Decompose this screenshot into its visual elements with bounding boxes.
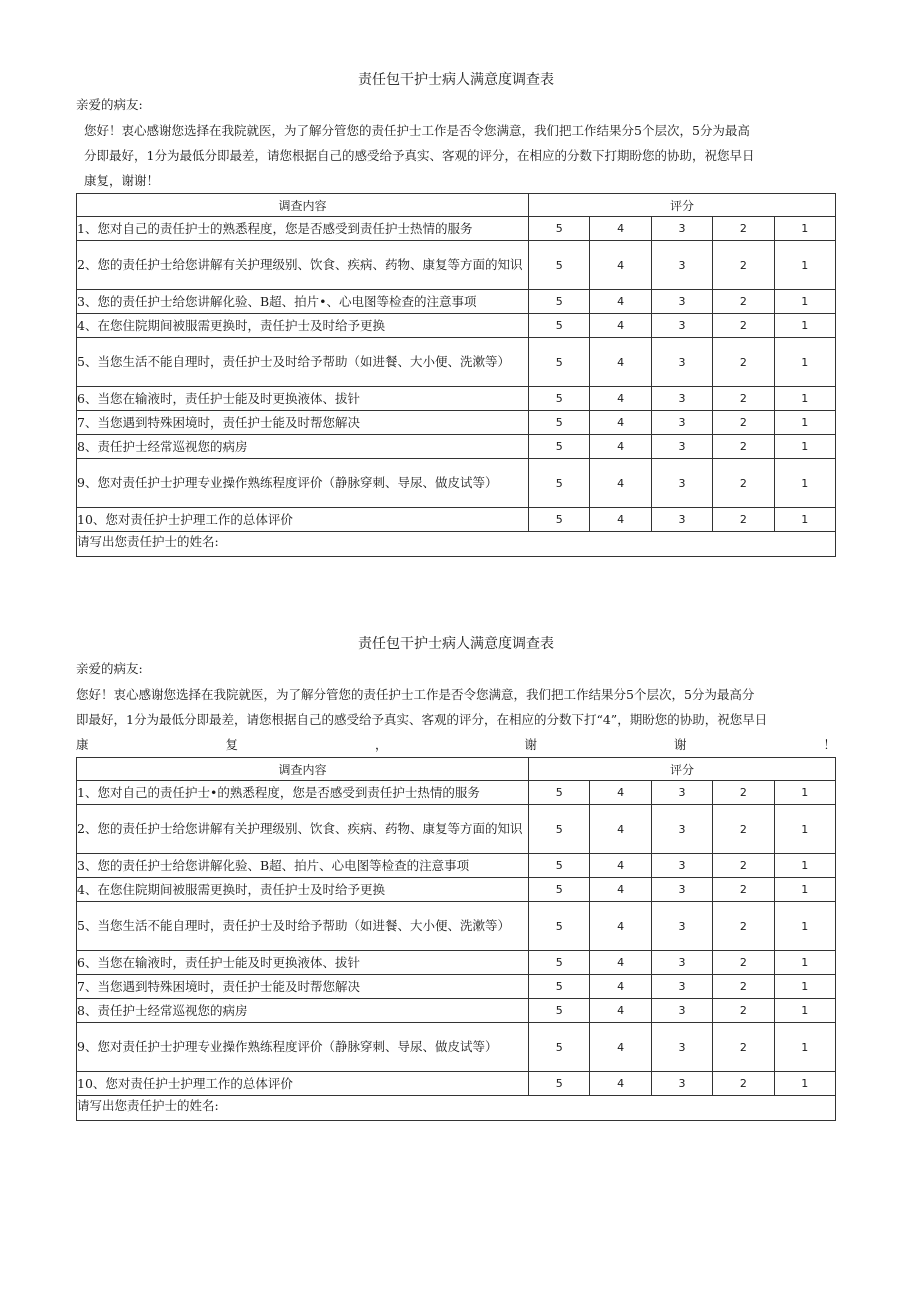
score-option-1[interactable]: 1 bbox=[774, 508, 835, 532]
score-option-3[interactable]: 3 bbox=[651, 290, 712, 314]
score-option-5[interactable]: 5 bbox=[529, 290, 590, 314]
question-row bbox=[77, 411, 836, 435]
score-option-5[interactable]: 5 bbox=[529, 805, 590, 854]
score-option-2[interactable]: 2 bbox=[713, 878, 774, 902]
intro-char: 康 bbox=[76, 737, 89, 752]
question-row bbox=[77, 951, 836, 975]
score-option-4[interactable]: 4 bbox=[590, 338, 651, 387]
question-text: 6、当您在输液时，责任护士能及时更换液体、拔针 bbox=[77, 951, 529, 975]
score-option-4[interactable]: 4 bbox=[590, 387, 651, 411]
score-option-1[interactable]: 1 bbox=[774, 999, 835, 1023]
score-option-1[interactable]: 1 bbox=[774, 314, 835, 338]
score-option-5[interactable]: 5 bbox=[529, 241, 590, 290]
question-row bbox=[77, 854, 836, 878]
score-option-5[interactable]: 5 bbox=[529, 999, 590, 1023]
score-option-3[interactable]: 3 bbox=[651, 1023, 712, 1072]
score-option-1[interactable]: 1 bbox=[774, 902, 835, 951]
rating-table bbox=[76, 193, 836, 557]
score-option-1[interactable]: 1 bbox=[774, 951, 835, 975]
score-option-4[interactable]: 4 bbox=[590, 1072, 651, 1096]
score-option-3[interactable]: 3 bbox=[651, 241, 712, 290]
question-text: 7、当您遇到特殊困境时，责任护士能及时帮您解决 bbox=[77, 975, 529, 999]
score-option-3[interactable]: 3 bbox=[651, 338, 712, 387]
score-option-1[interactable]: 1 bbox=[774, 1023, 835, 1072]
intro-line: 您好！衷心感谢您选择在我院就医，为了解分管您的责任护士工作是否令您满意，我们把工作结果分5个层次，5分为最高 bbox=[84, 123, 750, 138]
score-option-1[interactable]: 1 bbox=[774, 338, 835, 387]
greeting: 亲爱的病友: bbox=[76, 661, 143, 676]
score-option-5[interactable]: 5 bbox=[529, 217, 590, 241]
score-option-2[interactable]: 2 bbox=[713, 1023, 774, 1072]
score-option-2[interactable]: 2 bbox=[713, 435, 774, 459]
score-option-2[interactable]: 2 bbox=[713, 902, 774, 951]
header-survey-content: 调查内容 bbox=[77, 758, 529, 781]
question-text: 10、您对责任护士护理工作的总体评价 bbox=[77, 1072, 529, 1096]
nurse-name-row bbox=[77, 532, 836, 557]
score-option-1[interactable]: 1 bbox=[774, 1072, 835, 1096]
score-option-3[interactable]: 3 bbox=[651, 781, 712, 805]
nurse-name-field[interactable]: 请写出您责任护士的姓名: bbox=[77, 1096, 836, 1121]
table-header-row bbox=[77, 194, 836, 217]
question-text: 5、当您生活不能自理时，责任护士及时给予帮助（如进餐、大小便、洗漱等） bbox=[77, 338, 529, 387]
score-option-4[interactable]: 4 bbox=[590, 975, 651, 999]
intro-char: ， bbox=[374, 737, 388, 752]
table-header-row bbox=[77, 758, 836, 781]
score-option-4[interactable]: 4 bbox=[590, 411, 651, 435]
question-text: 3、您的责任护士给您讲解化验、B超、拍片•、心电图等检查的注意事项 bbox=[77, 290, 529, 314]
score-option-4[interactable]: 4 bbox=[590, 290, 651, 314]
intro-char: 谢 bbox=[673, 737, 687, 752]
question-text: 6、当您在输液时，责任护士能及时更换液体、拔针 bbox=[77, 387, 529, 411]
score-option-1[interactable]: 1 bbox=[774, 975, 835, 999]
question-text: 2、您的责任护士给您讲解有关护理级别、饮食、疾病、药物、康复等方面的知识 bbox=[77, 805, 529, 854]
score-option-4[interactable]: 4 bbox=[590, 508, 651, 532]
score-option-1[interactable]: 1 bbox=[774, 411, 835, 435]
score-option-3[interactable]: 3 bbox=[651, 314, 712, 338]
question-row bbox=[77, 290, 836, 314]
score-option-5[interactable]: 5 bbox=[529, 951, 590, 975]
score-option-4[interactable]: 4 bbox=[590, 781, 651, 805]
score-option-1[interactable]: 1 bbox=[774, 459, 835, 508]
question-row bbox=[77, 999, 836, 1023]
question-row bbox=[77, 508, 836, 532]
score-option-3[interactable]: 3 bbox=[651, 411, 712, 435]
question-text: 8、责任护士经常巡视您的病房 bbox=[77, 435, 529, 459]
score-option-5[interactable]: 5 bbox=[529, 435, 590, 459]
score-option-1[interactable]: 1 bbox=[774, 217, 835, 241]
question-row bbox=[77, 387, 836, 411]
score-option-1[interactable]: 1 bbox=[774, 781, 835, 805]
score-option-5[interactable]: 5 bbox=[529, 1023, 590, 1072]
score-option-4[interactable]: 4 bbox=[590, 951, 651, 975]
question-row bbox=[77, 975, 836, 999]
survey-title: 责任包干护士病人满意度调查表 bbox=[358, 72, 554, 88]
intro-paragraph bbox=[76, 118, 836, 193]
header-survey-content: 调查内容 bbox=[77, 194, 529, 217]
question-row bbox=[77, 1023, 836, 1072]
question-text: 3、您的责任护士给您讲解化验、B超、拍片、心电图等检查的注意事项 bbox=[77, 854, 529, 878]
intro-line: 分即最好，1分为最低分即最差，请您根据自己的感受给予真实、客观的评分，在相应的分数下打期盼您的协助，祝您早日 bbox=[84, 148, 755, 163]
score-option-1[interactable]: 1 bbox=[774, 805, 835, 854]
score-option-2[interactable]: 2 bbox=[713, 1072, 774, 1096]
score-option-4[interactable]: 4 bbox=[590, 217, 651, 241]
score-option-1[interactable]: 1 bbox=[774, 854, 835, 878]
nurse-name-field[interactable]: 请写出您责任护士的姓名: bbox=[77, 532, 836, 557]
score-option-2[interactable]: 2 bbox=[713, 854, 774, 878]
score-option-2[interactable]: 2 bbox=[713, 459, 774, 508]
question-text: 9、您对责任护士护理专业操作熟练程度评价（静脉穿刺、导尿、做皮试等） bbox=[77, 459, 529, 508]
intro-paragraph bbox=[76, 682, 836, 757]
score-option-4[interactable]: 4 bbox=[590, 459, 651, 508]
score-option-1[interactable]: 1 bbox=[774, 387, 835, 411]
question-text: 4、在您住院期间被服需更换时，责任护士及时给予更换 bbox=[77, 878, 529, 902]
score-option-3[interactable]: 3 bbox=[651, 951, 712, 975]
score-option-2[interactable]: 2 bbox=[713, 951, 774, 975]
score-option-2[interactable]: 2 bbox=[713, 805, 774, 854]
header-score: 评分 bbox=[529, 194, 836, 217]
score-option-3[interactable]: 3 bbox=[651, 854, 712, 878]
score-option-5[interactable]: 5 bbox=[529, 854, 590, 878]
question-row bbox=[77, 781, 836, 805]
intro-line: 康复，谢谢！ bbox=[84, 173, 160, 188]
score-option-2[interactable]: 2 bbox=[713, 314, 774, 338]
score-option-2[interactable]: 2 bbox=[713, 411, 774, 435]
score-option-4[interactable]: 4 bbox=[590, 1023, 651, 1072]
score-option-2[interactable]: 2 bbox=[713, 217, 774, 241]
score-option-2[interactable]: 2 bbox=[713, 999, 774, 1023]
score-option-3[interactable]: 3 bbox=[651, 975, 712, 999]
score-option-3[interactable]: 3 bbox=[651, 387, 712, 411]
intro-line: 即最好，1分为最低分即最差，请您根据自己的感受给予真实、客观的评分，在相应的分数下打“4”，期盼您的协助，祝您早日 bbox=[76, 712, 768, 727]
question-text: 7、当您遇到特殊困境时，责任护士能及时帮您解决 bbox=[77, 411, 529, 435]
question-row bbox=[77, 217, 836, 241]
score-option-5[interactable]: 5 bbox=[529, 459, 590, 508]
score-option-4[interactable]: 4 bbox=[590, 854, 651, 878]
intro-line: 您好！衷心感谢您选择在我院就医，为了解分管您的责任护士工作是否令您满意，我们把工作结果分5个层次，5分为最高分 bbox=[76, 687, 755, 702]
survey-form-1 bbox=[76, 70, 836, 557]
question-row bbox=[77, 314, 836, 338]
score-option-2[interactable]: 2 bbox=[713, 781, 774, 805]
question-text: 1、您对自己的责任护士•的熟悉程度，您是否感受到责任护士热情的服务 bbox=[77, 781, 529, 805]
score-option-2[interactable]: 2 bbox=[713, 338, 774, 387]
score-option-1[interactable]: 1 bbox=[774, 241, 835, 290]
intro-char: 复 bbox=[225, 737, 238, 752]
score-option-3[interactable]: 3 bbox=[651, 1072, 712, 1096]
intro-char: ！ bbox=[823, 737, 836, 752]
score-option-2[interactable]: 2 bbox=[713, 975, 774, 999]
score-option-3[interactable]: 3 bbox=[651, 435, 712, 459]
question-row bbox=[77, 338, 836, 387]
question-row bbox=[77, 878, 836, 902]
question-text: 2、您的责任护士给您讲解有关护理级别、饮食、疾病、药物、康复等方面的知识 bbox=[77, 241, 529, 290]
score-option-3[interactable]: 3 bbox=[651, 902, 712, 951]
score-option-2[interactable]: 2 bbox=[713, 387, 774, 411]
question-text: 10、您对责任护士护理工作的总体评价 bbox=[77, 508, 529, 532]
greeting: 亲爱的病友: bbox=[76, 97, 143, 112]
score-option-5[interactable]: 5 bbox=[529, 314, 590, 338]
score-option-5[interactable]: 5 bbox=[529, 387, 590, 411]
question-row bbox=[77, 902, 836, 951]
score-option-4[interactable]: 4 bbox=[590, 805, 651, 854]
score-option-2[interactable]: 2 bbox=[713, 290, 774, 314]
score-option-4[interactable]: 4 bbox=[590, 878, 651, 902]
score-option-3[interactable]: 3 bbox=[651, 999, 712, 1023]
score-option-5[interactable]: 5 bbox=[529, 411, 590, 435]
score-option-2[interactable]: 2 bbox=[713, 508, 774, 532]
score-option-1[interactable]: 1 bbox=[774, 435, 835, 459]
score-option-5[interactable]: 5 bbox=[529, 781, 590, 805]
score-option-1[interactable]: 1 bbox=[774, 290, 835, 314]
score-option-3[interactable]: 3 bbox=[651, 878, 712, 902]
score-option-4[interactable]: 4 bbox=[590, 435, 651, 459]
intro-char: 谢 bbox=[524, 737, 537, 752]
question-text: 1、您对自己的责任护士的熟悉程度，您是否感受到责任护士热情的服务 bbox=[77, 217, 529, 241]
score-option-3[interactable]: 3 bbox=[651, 508, 712, 532]
score-option-1[interactable]: 1 bbox=[774, 878, 835, 902]
score-option-3[interactable]: 3 bbox=[651, 805, 712, 854]
score-option-4[interactable]: 4 bbox=[590, 902, 651, 951]
question-row bbox=[77, 241, 836, 290]
question-text: 5、当您生活不能自理时，责任护士及时给予帮助（如进餐、大小便、洗漱等） bbox=[77, 902, 529, 951]
score-option-4[interactable]: 4 bbox=[590, 999, 651, 1023]
survey-title: 责任包干护士病人满意度调查表 bbox=[358, 636, 554, 652]
score-option-4[interactable]: 4 bbox=[590, 241, 651, 290]
rating-table bbox=[76, 757, 836, 1121]
score-option-2[interactable]: 2 bbox=[713, 241, 774, 290]
header-score: 评分 bbox=[529, 758, 836, 781]
question-row bbox=[77, 459, 836, 508]
score-option-4[interactable]: 4 bbox=[590, 314, 651, 338]
score-option-3[interactable]: 3 bbox=[651, 217, 712, 241]
question-text: 8、责任护士经常巡视您的病房 bbox=[77, 999, 529, 1023]
survey-form-2 bbox=[76, 634, 836, 1121]
question-text: 9、您对责任护士护理专业操作熟练程度评价（静脉穿刺、导尿、做皮试等） bbox=[77, 1023, 529, 1072]
score-option-5[interactable]: 5 bbox=[529, 878, 590, 902]
score-option-5[interactable]: 5 bbox=[529, 975, 590, 999]
score-option-3[interactable]: 3 bbox=[651, 459, 712, 508]
score-option-5[interactable]: 5 bbox=[529, 902, 590, 951]
score-option-5[interactable]: 5 bbox=[529, 338, 590, 387]
score-option-5[interactable]: 5 bbox=[529, 508, 590, 532]
intro-line-justified bbox=[76, 732, 836, 757]
score-option-5[interactable]: 5 bbox=[529, 1072, 590, 1096]
question-row bbox=[77, 1072, 836, 1096]
nurse-name-row bbox=[77, 1096, 836, 1121]
question-row bbox=[77, 805, 836, 854]
question-text: 4、在您住院期间被服需更换时，责任护士及时给予更换 bbox=[77, 314, 529, 338]
question-row bbox=[77, 435, 836, 459]
